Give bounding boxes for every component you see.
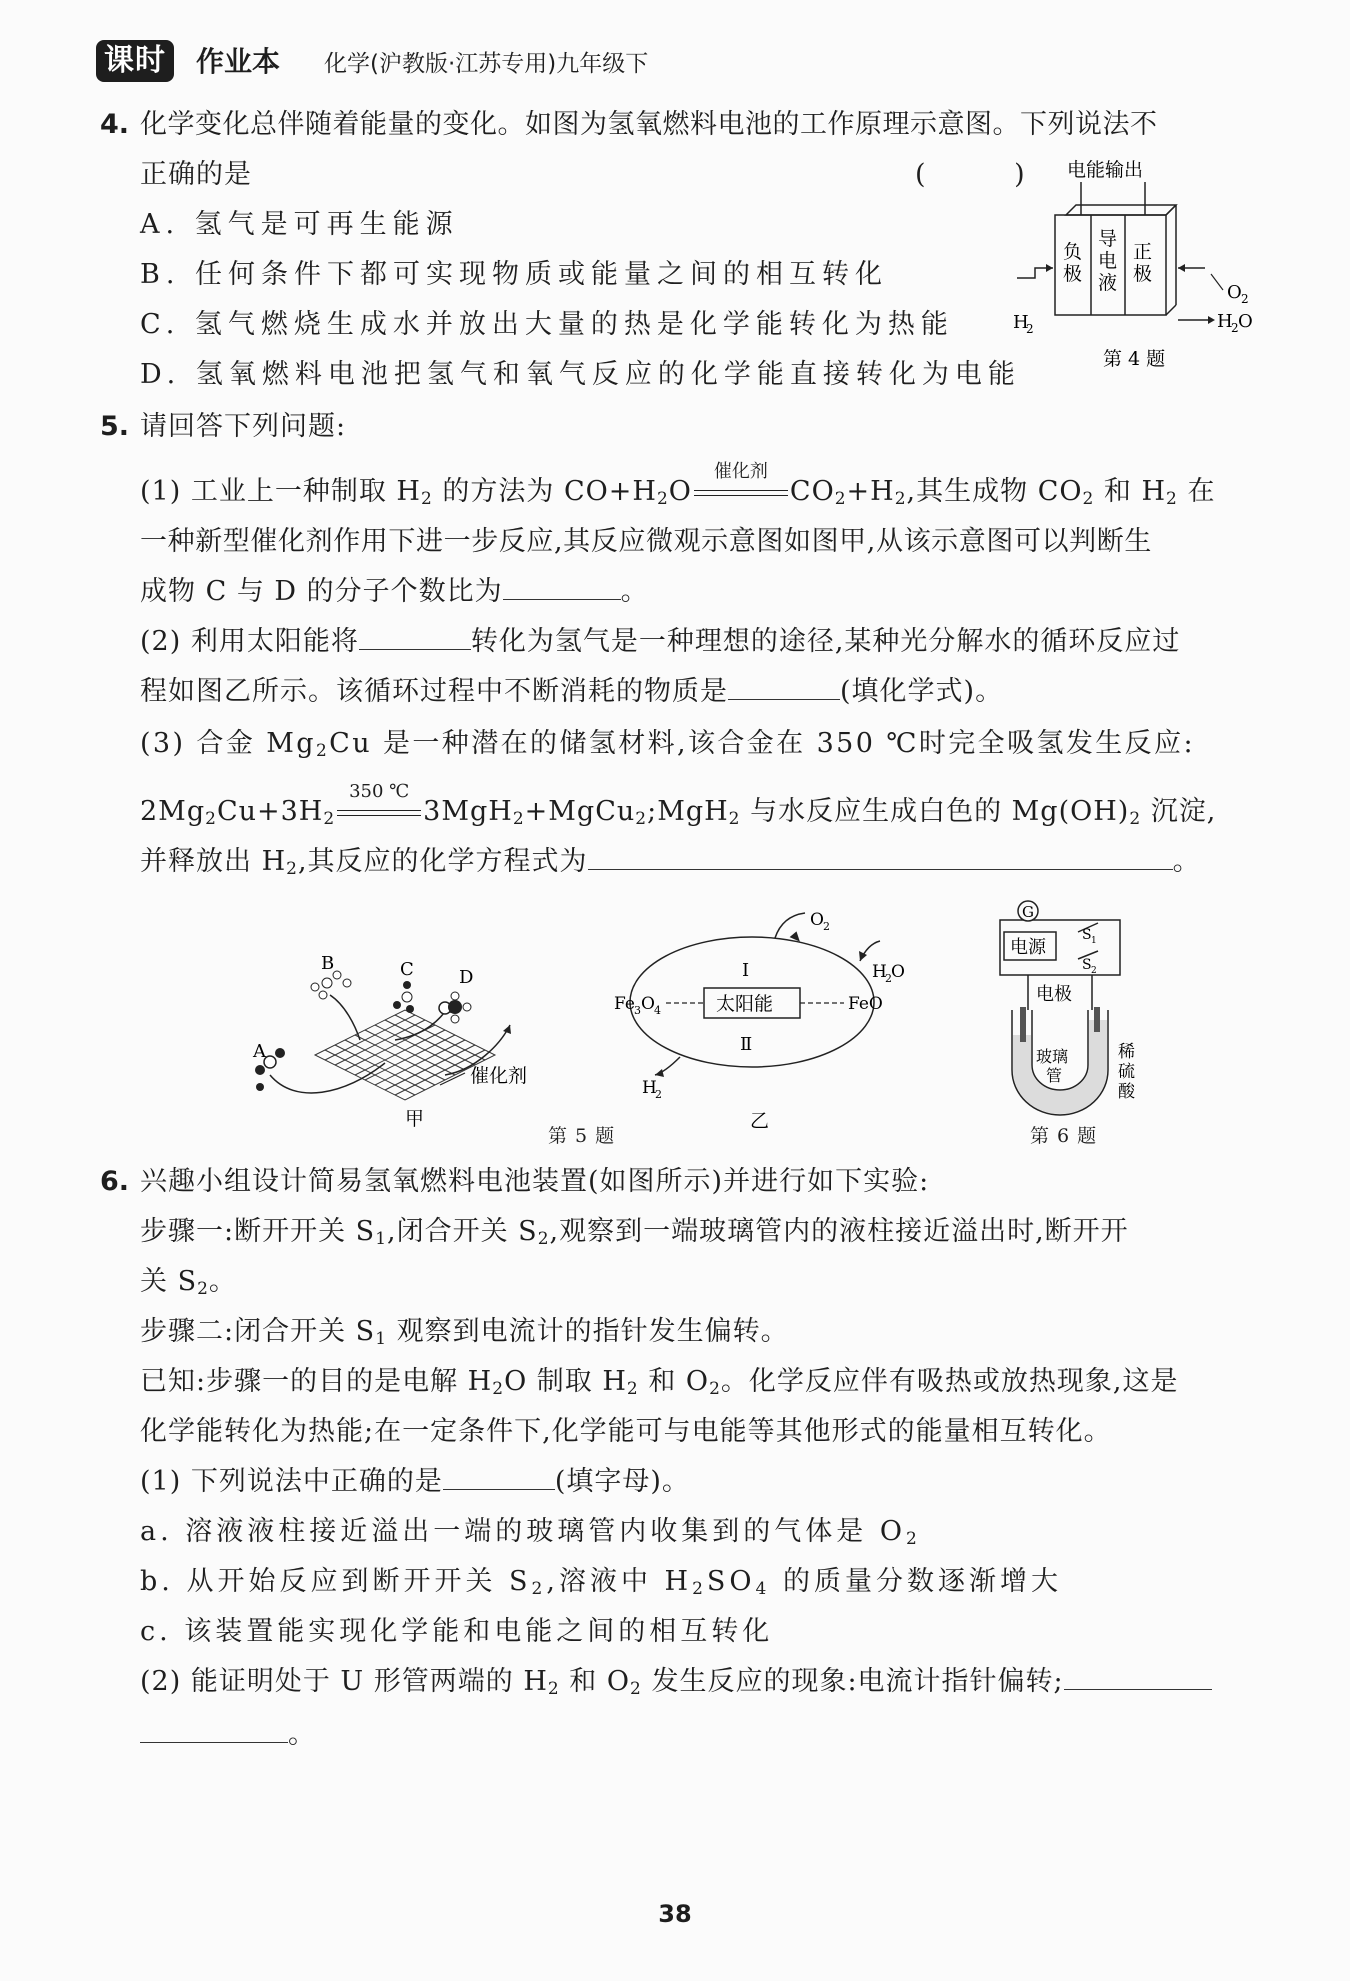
- catalyst-arrow: 催化剂: [692, 478, 790, 508]
- q5-part3-line3: 并释放出 $H_2$,其反应的化学方程式为 。: [140, 846, 1201, 879]
- q5-consumed-blank[interactable]: [728, 675, 840, 700]
- fig4-neg-2: 极: [1063, 263, 1083, 285]
- fig5-solar-label: 太阳能: [716, 993, 774, 1015]
- fig4-pos-1: 正: [1133, 241, 1153, 263]
- fig6-acid-3: 酸: [1118, 1082, 1135, 1102]
- q6-caption: 第 6 题: [1030, 1125, 1098, 1147]
- q6-step1-line2: 关 $S_2$。: [140, 1266, 237, 1299]
- q6-known-line1: 已知:步骤一的目的是电解 $H_2O$ 制取 $H_2$ 和 $O_2$。化学反应伴有吸热或放热现象,这是: [140, 1366, 1179, 1399]
- fig4-mid-2: 电: [1098, 250, 1118, 272]
- q6-choice-blank[interactable]: [443, 1465, 555, 1490]
- q6-stem: 兴趣小组设计简易氢氧燃料电池装置(如图所示)并进行如下实验:: [140, 1166, 930, 1197]
- fig5-jia-label: 甲: [405, 1108, 425, 1130]
- fig6-acid-1: 稀: [1118, 1042, 1135, 1062]
- fig5-catalyst-label: 催化剂: [470, 1065, 528, 1087]
- q5-part1-line3: 成物 C 与 D 的分子个数比为 。: [140, 576, 649, 607]
- q5-part1-line1: (1) 工业上一种制取 $H_2$ 的方法为 $CO+H_2O$ 催化剂 $CO_2+H_2$,其生成物 $CO_2$ 和 $H_2$ 在: [140, 460, 1216, 509]
- header-badge: 课时: [96, 40, 174, 82]
- fig6-s2-sub: 2: [1091, 966, 1097, 976]
- fig4-h2: H: [1013, 312, 1029, 333]
- fig6-galvanometer: G: [1022, 903, 1034, 921]
- header-title: 作业本: [196, 45, 281, 78]
- fig5-step-I: Ⅰ: [742, 960, 750, 981]
- fig5-h2-sub: 2: [655, 1088, 662, 1101]
- q6-option-c: c. 该装置能实现化学能和电能之间的相互转化: [140, 1616, 774, 1647]
- fig4-mid-3: 液: [1098, 272, 1118, 294]
- fig4-h2o-sub: 2: [1231, 321, 1239, 335]
- q6-step1-line1: 步骤一:断开开关 $S_1$,闭合开关 $S_2$,观察到一端玻璃管内的液柱接近溢出时,断开开: [140, 1216, 1129, 1249]
- q4-option-c: C. 氢气燃烧生成水并放出大量的热是化学能转化为热能: [140, 309, 954, 340]
- q4-fuel-cell-diagram: [1005, 150, 1265, 375]
- q5-fig-jia-catalyst: [255, 945, 600, 1130]
- q6-u-tube-apparatus: [990, 895, 1160, 1125]
- fig4-o2: O: [1227, 282, 1242, 303]
- fig4-neg-1: 负: [1063, 241, 1083, 263]
- fig5-label-B: B: [321, 953, 335, 974]
- q5-fig-yi-cycle: [610, 905, 935, 1135]
- fig4-h2o: H: [1217, 311, 1233, 332]
- fig5-o2-sub: 2: [823, 920, 830, 933]
- q5-part3-line1: (3) 合金 $Mg_2Cu$ 是一种潜在的储氢材料,该合金在 350 ℃时完全吸氢发生反应:: [140, 728, 1195, 761]
- q5-stem: 请回答下列问题:: [140, 411, 347, 442]
- q6-option-b: b. 从开始反应到断开开关 $S_2$,溶液中 $H_2SO_4$ 的质量分数逐渐增大: [140, 1566, 1062, 1599]
- q6-option-a: a. 溶液液柱接近溢出一端的玻璃管内收集到的气体是 $O_2$: [140, 1516, 921, 1549]
- fig5-label-A: A: [253, 1041, 266, 1062]
- fig4-output-label: 电能输出: [1067, 159, 1144, 181]
- q6-known-line2: 化学能转化为热能;在一定条件下,化学能可与电能等其他形式的能量相互转化。: [140, 1416, 1112, 1447]
- fig6-s1: S: [1082, 927, 1092, 943]
- fig6-tube-2: 管: [1046, 1066, 1063, 1085]
- fig5-label-D: D: [459, 967, 474, 988]
- q6-part2-line2: 。: [140, 1718, 316, 1752]
- q4-option-b: B. 任何条件下都可实现物质或能量之间的相互转化: [140, 259, 889, 290]
- fig4-pos-2: 极: [1133, 263, 1153, 285]
- fig5-h2o: H: [872, 962, 887, 982]
- q5-caption: 第 5 题: [548, 1125, 616, 1147]
- fig4-h2-sub: 2: [1026, 322, 1034, 336]
- fig5-yi-label: 乙: [750, 1110, 770, 1132]
- fig5-fe3o4-sub3: 3: [634, 1004, 641, 1017]
- fig4-o2-sub: 2: [1241, 292, 1249, 306]
- q5-part3-equation: $2Mg_2Cu+3H_2$ 350 ℃ 3MgH$_2$+MgCu$_2$;MgH$_2$ 与水反应生成白色的 $Mg(OH)_2$ 沉淀,: [140, 780, 1217, 829]
- fig6-electrode: 电极: [1036, 984, 1072, 1005]
- q6-phenomenon-blank-2[interactable]: [140, 1718, 288, 1743]
- q5-solar-blank[interactable]: [359, 625, 471, 650]
- q5-number: 5.: [100, 411, 130, 442]
- fig5-h2o-tail: O: [891, 962, 905, 982]
- q5-part1-line2: 一种新型催化剂作用下进一步反应,其反应微观示意图如图甲,从该示意图可以判断生: [140, 526, 1152, 557]
- q6-part2-line1: (2) 能证明处于 U 形管两端的 $H_2$ 和 $O_2$ 发生反应的现象:电流计指针偏转;: [140, 1665, 1212, 1699]
- heat-arrow: 350 ℃: [335, 798, 423, 828]
- fig5-fe3o4-sub4: 4: [654, 1004, 661, 1017]
- q6-number: 6.: [100, 1166, 130, 1197]
- q6-phenomenon-blank-1[interactable]: [1064, 1665, 1212, 1690]
- q6-part1: (1) 下列说法中正确的是 (填字母)。: [140, 1466, 690, 1497]
- q4-stem-line1: 化学变化总伴随着能量的变化。如图为氢氧燃料电池的工作原理示意图。下列说法不: [140, 109, 1158, 140]
- fig4-mid-1: 导: [1098, 228, 1118, 250]
- q4-option-d: D. 氢氧燃料电池把氢气和氧气反应的化学能直接转化为电能: [140, 359, 1021, 390]
- page-number: 38: [658, 1900, 692, 1928]
- q4-number: 4.: [100, 109, 130, 140]
- q4-answer-paren: ( ): [915, 159, 1065, 190]
- fig5-step-II: Ⅱ: [740, 1034, 753, 1055]
- header-subtitle: 化学(沪教版·江苏专用)九年级下: [324, 51, 649, 77]
- fig6-s2: S: [1082, 957, 1092, 973]
- q4-stem-line2: 正确的是: [140, 159, 252, 190]
- fig5-fe3o4-o: O: [641, 994, 655, 1014]
- fig5-o2: O: [810, 910, 824, 930]
- fig6-power: 电源: [1010, 937, 1046, 958]
- fig6-s1-sub: 1: [1091, 936, 1097, 946]
- fig5-h2o-sub: 2: [885, 972, 892, 985]
- fig5-fe3o4-fe: Fe: [614, 994, 635, 1014]
- q5-part2-line1: (2) 利用太阳能将 转化为氢气是一种理想的途径,某种光分解水的循环反应过: [140, 626, 1181, 657]
- q6-step2: 步骤二:闭合开关 $S_1$ 观察到电流计的指针发生偏转。: [140, 1316, 789, 1349]
- fig6-acid-2: 硫: [1118, 1062, 1135, 1082]
- fig4-h2o-tail: O: [1238, 311, 1253, 332]
- fig5-feo: FeO: [848, 994, 883, 1014]
- fig5-label-C: C: [400, 959, 414, 980]
- q5-ratio-blank[interactable]: [503, 575, 621, 600]
- fig6-tube-1: 玻璃: [1036, 1047, 1069, 1066]
- q5-part2-line2: 程如图乙所示。该循环过程中不断消耗的物质是 (填化学式)。: [140, 676, 1004, 707]
- q4-option-a: A. 氢气是可再生能源: [140, 209, 459, 240]
- fig4-caption: 第 4 题: [1103, 348, 1166, 370]
- q5-equation-blank[interactable]: [588, 845, 1173, 870]
- fig5-h2: H: [642, 1078, 657, 1098]
